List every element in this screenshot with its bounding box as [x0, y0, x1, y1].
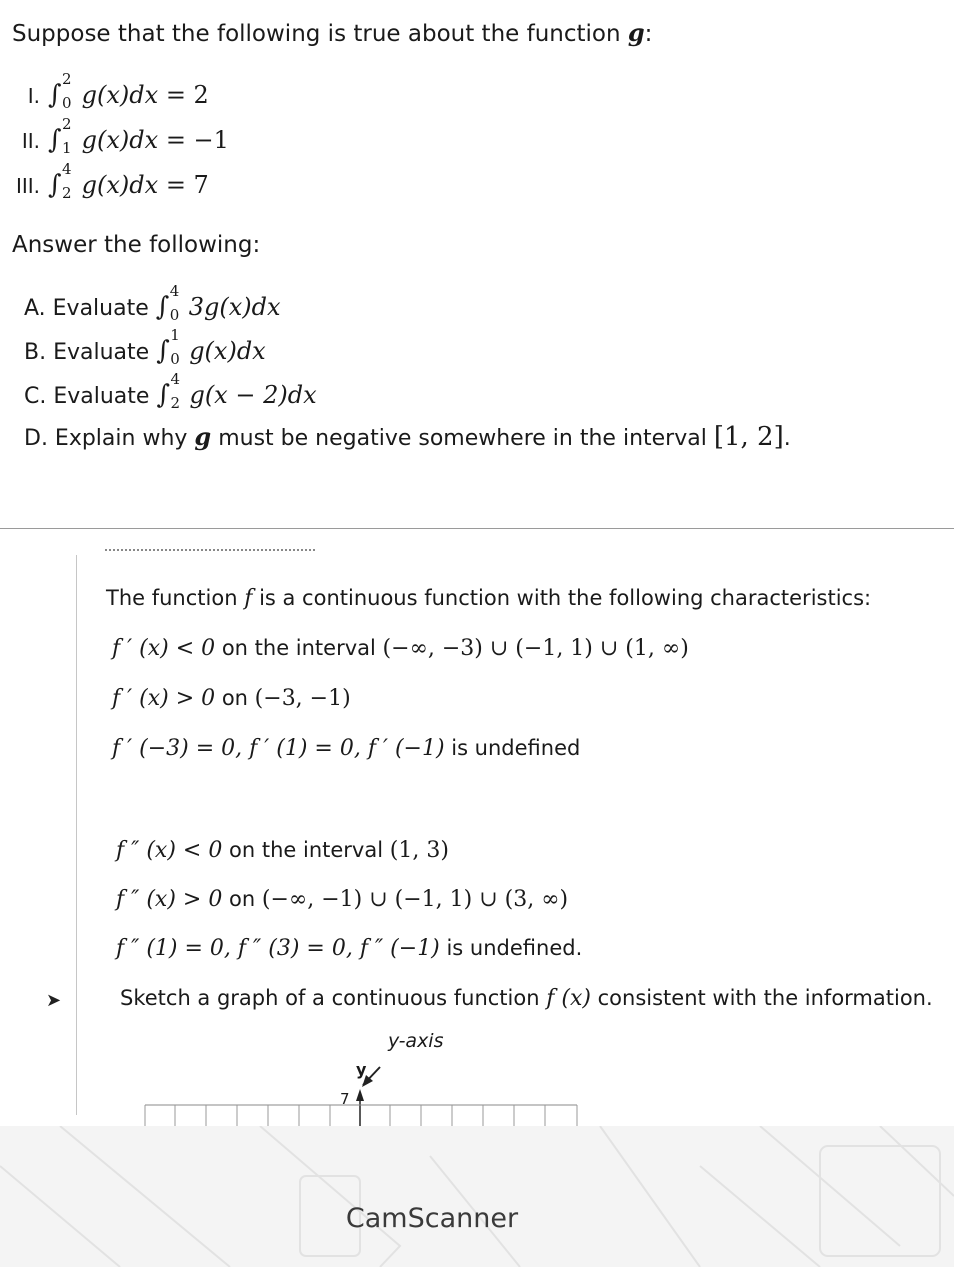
y-axis-arrowhead [356, 1089, 364, 1101]
characteristic-line [116, 936, 582, 961]
condition-text: is undefined. [446, 936, 583, 960]
condition-text: is undefined [451, 736, 581, 760]
characteristic-line [116, 838, 449, 863]
integral-sign: ∫ 1 0 [156, 326, 180, 368]
integrand: 3g(x)dx [188, 293, 281, 321]
intro-text: Suppose that the following is true about the function [12, 21, 621, 47]
function-intro-suffix: is a continuous function with the following characteristics: [259, 586, 872, 610]
y-label: y [356, 1060, 367, 1079]
task-label: A. Evaluate [24, 296, 149, 321]
rhs: = 7 [165, 171, 209, 199]
task-d-prefix: D. Explain why [24, 426, 188, 451]
problem-intro [12, 18, 652, 47]
condition-text: on the interval [221, 636, 376, 660]
answer-heading: Answer the following: [12, 232, 261, 258]
sketch-prefix: Sketch a graph of a continuous function [120, 986, 540, 1010]
task-d-middle: must be negative somewhere in the interval [218, 426, 707, 451]
integrand: g(x)dx [81, 81, 159, 109]
graph-grid-stub [140, 1055, 590, 1127]
condition-text: on [221, 686, 248, 710]
sketch-math: f (x) [546, 986, 591, 1011]
rhs: = −1 [165, 126, 229, 154]
integral-sign: ∫ 4 2 [48, 160, 72, 202]
characteristic-line [112, 636, 689, 661]
watermark-pattern [0, 1126, 954, 1267]
condition-interval: (−∞, −3) ∪ (−1, 1) ∪ (1, ∞) [382, 636, 689, 661]
function-var: f [244, 586, 253, 611]
integral-sign: ∫ 4 0 [155, 282, 180, 324]
condition-text: on [229, 887, 256, 911]
integrand: g(x)dx [189, 337, 266, 365]
sketch-suffix: consistent with the information. [597, 986, 933, 1010]
y-axis-label: y-axis [388, 1030, 444, 1052]
function-intro-prefix: The function [106, 586, 238, 610]
condition-3 [0, 160, 209, 202]
y-tick-label: 7 [340, 1090, 350, 1108]
section-divider [0, 528, 954, 529]
sketch-instruction [120, 986, 933, 1011]
characteristic-line [112, 686, 351, 711]
integral-sign: ∫ 2 1 [48, 115, 72, 157]
task-a [24, 282, 281, 324]
condition-math: f ′ (−3) = 0, f ′ (1) = 0, f ′ (−1) [112, 736, 445, 761]
condition-interval: (−3, −1) [254, 686, 351, 711]
condition-interval: (1, 3) [389, 838, 449, 863]
camscanner-watermark-band [0, 1126, 954, 1267]
integral-sign: ∫ 4 2 [156, 370, 180, 412]
condition-label: III. [15, 174, 40, 198]
task-d [24, 422, 791, 452]
camscanner-brand: CamScanner [345, 1203, 519, 1234]
integrand: g(x)dx [81, 171, 159, 199]
integrand: g(x − 2)dx [189, 381, 317, 409]
rhs: = 2 [165, 81, 209, 109]
integral-sign: ∫ 2 0 [48, 70, 72, 112]
intro-end: : [644, 21, 653, 47]
characteristic-line [112, 736, 580, 761]
condition-math: f ″ (x) > 0 [116, 887, 223, 912]
task-d-interval: [1, 2] [713, 422, 784, 452]
task-label: B. Evaluate [24, 340, 150, 365]
margin-line [76, 555, 77, 1115]
task-label: C. Evaluate [24, 384, 150, 409]
task-b [24, 326, 266, 368]
intro-var: g [627, 18, 645, 47]
cut-off-text-fragment [105, 549, 315, 557]
integrand: g(x)dx [81, 126, 159, 154]
task-d-var: g [194, 422, 212, 451]
condition-math: f ″ (1) = 0, f ″ (3) = 0, f ″ (−1) [116, 936, 440, 961]
condition-2 [0, 115, 229, 157]
condition-interval: (−∞, −1) ∪ (−1, 1) ∪ (3, ∞) [261, 887, 569, 912]
condition-text: on the interval [229, 838, 384, 862]
pointer-arrow-icon: ➤ [46, 990, 62, 1011]
condition-math: f ′ (x) < 0 [112, 636, 216, 661]
characteristic-line [116, 887, 568, 912]
condition-math: f ″ (x) < 0 [116, 838, 223, 863]
condition-label: II. [21, 129, 40, 153]
condition-math: f ′ (x) > 0 [112, 686, 216, 711]
condition-label: I. [27, 84, 40, 108]
function-intro [106, 586, 871, 611]
grid-lines [145, 1105, 577, 1127]
task-c [24, 370, 317, 412]
task-d-end: . [783, 426, 791, 451]
condition-1 [0, 70, 209, 112]
